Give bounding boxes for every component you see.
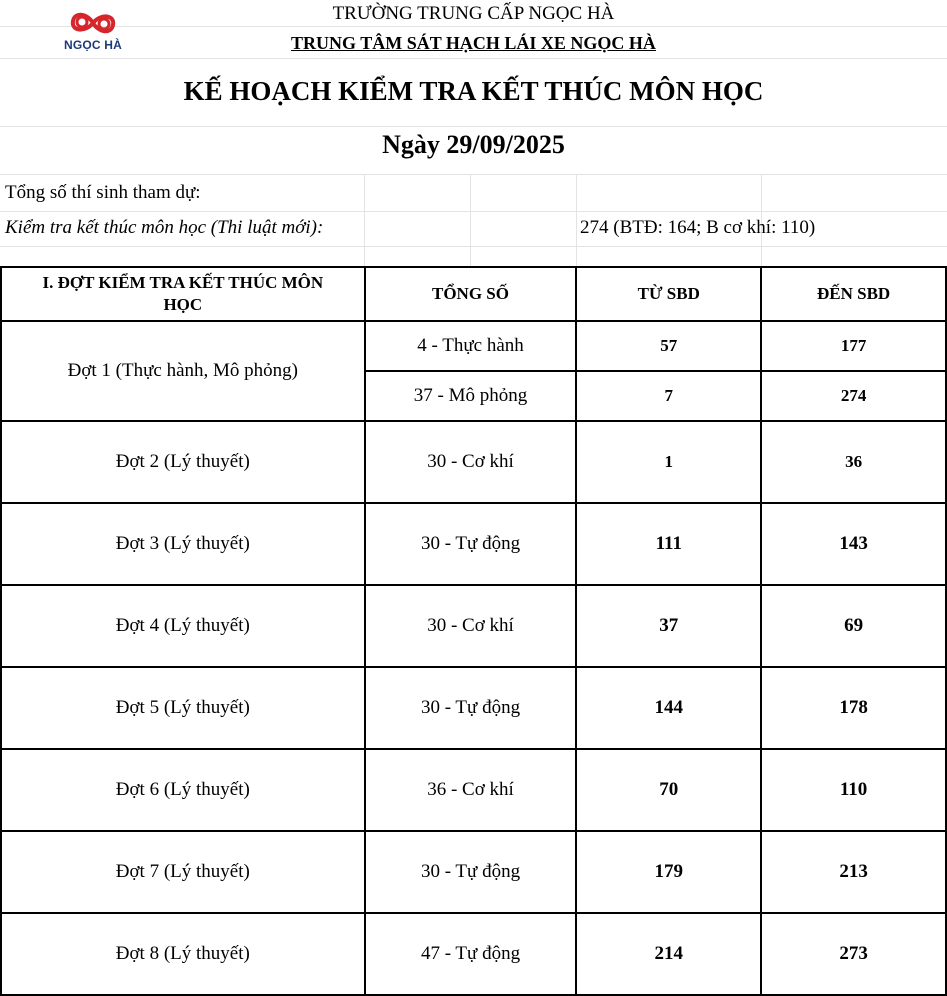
from-sbd: 7 — [576, 371, 761, 421]
from-sbd: 111 — [576, 503, 761, 585]
from-sbd: 70 — [576, 749, 761, 831]
table-row — [1, 503, 946, 585]
table-row — [1, 667, 946, 749]
to-sbd: 177 — [761, 321, 946, 371]
session-name: Đợt 3 (Lý thuyết) — [1, 503, 365, 585]
exam-schedule-table — [0, 266, 947, 996]
session-name: Đợt 2 (Lý thuyết) — [1, 421, 365, 503]
session-total: 30 - Tự động — [365, 831, 577, 913]
logo-mark-icon — [58, 6, 128, 40]
session-total: 37 - Mô phỏng — [365, 371, 577, 421]
header-to-sbd: ĐẾN SBD — [761, 267, 946, 321]
page-title: KẾ HOẠCH KIỂM TRA KẾT THÚC MÔN HỌC — [183, 76, 764, 106]
table-row — [1, 421, 946, 503]
center-name: TRUNG TÂM SÁT HẠCH LÁI XE NGỌC HÀ — [291, 33, 656, 53]
report-date: Ngày 29/09/2025 — [382, 130, 565, 159]
session-total: 30 - Tự động — [365, 503, 577, 585]
session-total: 30 - Cơ khí — [365, 585, 577, 667]
session-total: 30 - Cơ khí — [365, 421, 577, 503]
header-total: TỔNG SỐ — [365, 267, 577, 321]
school-name: TRƯỜNG TRUNG CẤP NGỌC HÀ — [332, 3, 615, 24]
from-sbd: 179 — [576, 831, 761, 913]
header-session: I. ĐỢT KIỂM TRA KẾT THÚC MÔN HỌC — [1, 267, 365, 321]
logo-text: NGỌC HÀ — [63, 38, 123, 52]
session-name: Đợt 4 (Lý thuyết) — [1, 585, 365, 667]
session-name: Đợt 8 (Lý thuyết) — [1, 913, 365, 995]
session-total: 4 - Thực hành — [365, 321, 577, 371]
session-name: Đợt 5 (Lý thuyết) — [1, 667, 365, 749]
table-header-row — [1, 267, 946, 321]
to-sbd: 178 — [761, 667, 946, 749]
to-sbd: 274 — [761, 371, 946, 421]
session-name: Đợt 1 (Thực hành, Mô phỏng) — [1, 321, 365, 421]
to-sbd: 36 — [761, 421, 946, 503]
table-row — [1, 749, 946, 831]
session-total: 47 - Tự động — [365, 913, 577, 995]
to-sbd: 213 — [761, 831, 946, 913]
from-sbd: 144 — [576, 667, 761, 749]
to-sbd: 69 — [761, 585, 946, 667]
session-name: Đợt 6 (Lý thuyết) — [1, 749, 365, 831]
table-row — [1, 913, 946, 995]
to-sbd: 143 — [761, 503, 946, 585]
from-sbd: 214 — [576, 913, 761, 995]
to-sbd: 110 — [761, 749, 946, 831]
from-sbd: 37 — [576, 585, 761, 667]
exam-value: 274 (BTĐ: 164; B cơ khí: 110) — [580, 217, 816, 238]
total-candidates-label: Tổng số thí sinh tham dự: — [5, 182, 201, 203]
table-row — [1, 321, 946, 371]
from-sbd: 1 — [576, 421, 761, 503]
table-row — [1, 585, 946, 667]
session-name: Đợt 7 (Lý thuyết) — [1, 831, 365, 913]
header-from-sbd: TỪ SBD — [576, 267, 761, 321]
table-row — [1, 831, 946, 913]
logo — [58, 6, 128, 54]
session-total: 36 - Cơ khí — [365, 749, 577, 831]
exam-label: Kiểm tra kết thúc môn học (Thi luật mới): — [5, 217, 324, 238]
from-sbd: 57 — [576, 321, 761, 371]
to-sbd: 273 — [761, 913, 946, 995]
session-total: 30 - Tự động — [365, 667, 577, 749]
